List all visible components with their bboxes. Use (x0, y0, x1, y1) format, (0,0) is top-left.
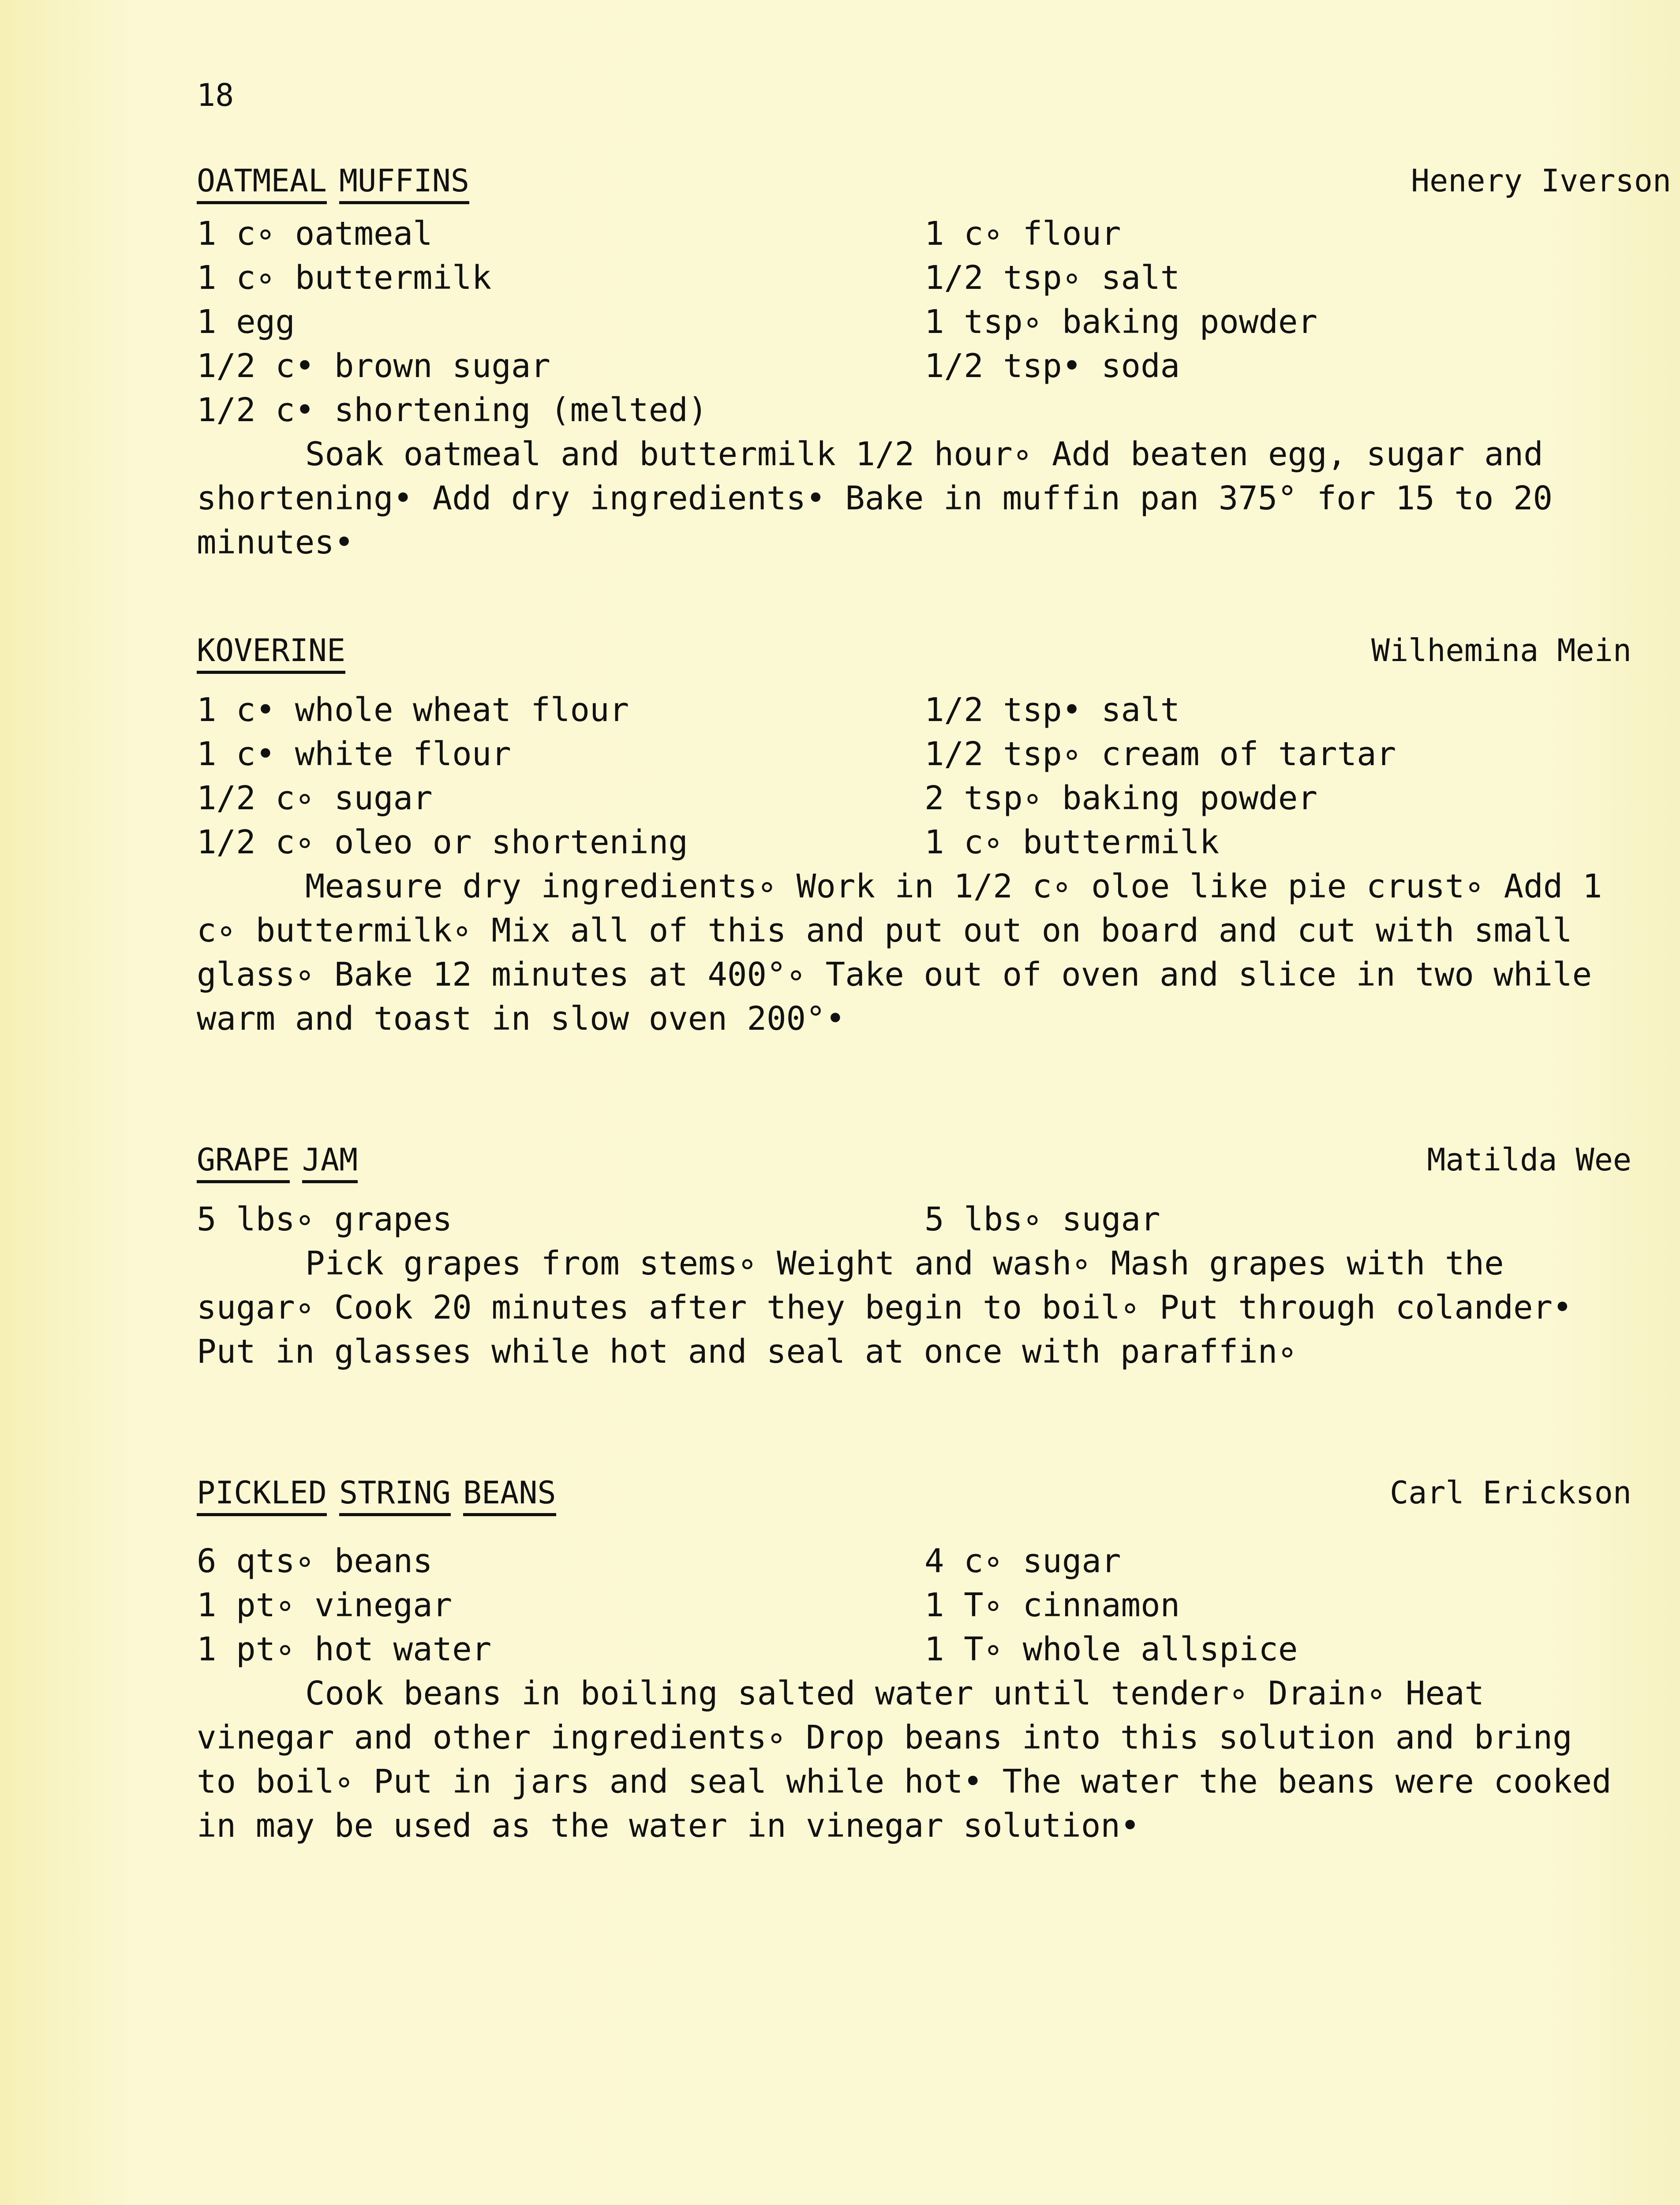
ingredient: 5 lbs∘ sugar (924, 1200, 1160, 1238)
recipe-instructions: Soak oatmeal and buttermilk 1/2 hour∘ Add beaten egg, sugar and shortening• Add dry ingredients• Bake in muffin pan 375° for 15 to 20 minutes• (197, 435, 1553, 561)
recipe-author: Carl Erickson (1390, 1475, 1631, 1511)
ingredient-list (197, 212, 1652, 432)
title-word: KOVERINE (197, 630, 345, 674)
ingredient: 2 tsp∘ baking powder (924, 779, 1318, 817)
ingredient: 1 pt∘ hot water (197, 1630, 492, 1668)
ingredient-list (197, 1539, 1652, 1671)
recipe-instructions: Measure dry ingredients∘ Work in 1/2 c∘ oloe like pie crust∘ Add 1 c∘ buttermilk∘ Mix all of this and put out on board and cut with small glass∘ Bake 12 minutes at 400°∘ Take out of oven and slice in two while warm and toast in slow oven 200°• (197, 867, 1602, 1038)
ingredient: 1 c∘ oatmeal (197, 215, 433, 253)
ingredient-row (197, 820, 1652, 864)
ingredient: 1 c• whole wheat flour (197, 691, 629, 729)
recipe-title (197, 1471, 556, 1516)
ingredient: 1/2 c∘ oleo or shortening (197, 823, 688, 861)
recipe-title (197, 1138, 358, 1183)
title-word: OATMEAL (197, 161, 327, 204)
recipe-author: Henery Iverson (1411, 163, 1671, 199)
ingredient-row (197, 388, 1652, 432)
ingredient-row (197, 732, 1652, 776)
ingredient: 1 c∘ buttermilk (924, 823, 1220, 861)
title-word: BEANS (463, 1472, 556, 1516)
ingredient-list (197, 688, 1652, 864)
ingredient-row (197, 688, 1652, 732)
recipe-instructions: Pick grapes from stems∘ Weight and wash∘ Mash grapes with the sugar∘ Cook 20 minutes after they begin to boil∘ Put through colander• Put in glasses while hot and seal at once with paraffin∘ (197, 1245, 1572, 1371)
ingredient: 4 c∘ sugar (924, 1542, 1121, 1580)
ingredient: 1 tsp∘ baking powder (924, 303, 1318, 341)
ingredient: 1 c• white flour (197, 735, 511, 773)
ingredient: 1/2 c• brown sugar (197, 347, 550, 385)
ingredient-row (197, 1539, 1652, 1583)
ingredient: 6 qts∘ beans (197, 1542, 433, 1580)
ingredient-row (197, 300, 1652, 344)
ingredient: 1/2 c∘ sugar (197, 779, 433, 817)
ingredient-row (197, 1583, 1652, 1627)
ingredient: 1/2 tsp• salt (924, 691, 1180, 729)
ingredient-list (197, 1197, 1652, 1241)
ingredient (924, 388, 1630, 432)
recipe-author: Matilda Wee (1427, 1142, 1631, 1178)
ingredient: 1 pt∘ vinegar (197, 1586, 453, 1624)
title-word: JAM (302, 1140, 358, 1183)
ingredient: 1 c∘ flour (924, 215, 1121, 253)
ingredient-row (197, 344, 1652, 388)
ingredient-row (197, 776, 1652, 820)
ingredient: 1/2 tsp∘ cream of tartar (924, 735, 1396, 773)
ingredient-row (197, 1627, 1652, 1671)
ingredient: 1 egg (197, 303, 295, 341)
ingredient: 1/2 tsp∘ salt (924, 259, 1180, 297)
ingredient: 1/2 tsp• soda (924, 347, 1180, 385)
recipe-author: Wilhemina Mein (1371, 632, 1631, 669)
ingredient: 1 T∘ whole allspice (924, 1630, 1298, 1668)
page-number: 18 (197, 77, 234, 113)
title-word: STRING (339, 1472, 451, 1516)
recipe-instructions: Cook beans in boiling salted water until tender∘ Drain∘ Heat vinegar and other ingredients∘ Drop beans into this solution and bring to boil∘ Put in jars and seal while hot• The water the beans were cooked in may be used as the water in vinegar solution• (197, 1674, 1612, 1845)
ingredient: 1/2 c• shortening (melted) (197, 391, 708, 429)
recipe-title (197, 628, 345, 674)
title-word: PICKLED (197, 1472, 327, 1516)
ingredient-row (197, 212, 1652, 256)
recipe-title (197, 159, 469, 204)
ingredient: 1 c∘ buttermilk (197, 259, 492, 297)
title-word: MUFFINS (339, 161, 469, 204)
title-word: GRAPE (197, 1140, 290, 1183)
ingredient-row (197, 256, 1652, 300)
ingredient: 5 lbs∘ grapes (197, 1200, 453, 1238)
ingredient-row (197, 1197, 1652, 1241)
ingredient: 1 T∘ cinnamon (924, 1586, 1180, 1624)
